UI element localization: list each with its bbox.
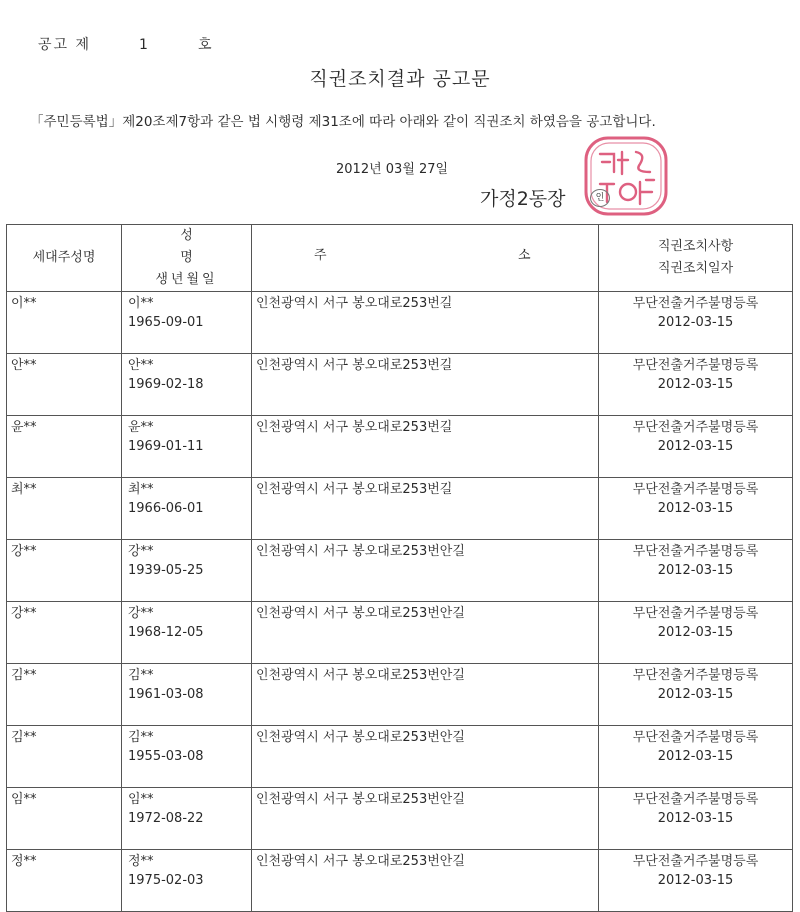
action-text: 무단전출거주불명등록 (632, 668, 759, 683)
person-birth: 1975-02-03 (128, 873, 204, 888)
cell-action (599, 850, 793, 912)
header-household-head: 세대주성명 (7, 225, 122, 292)
action-date: 2012-03-15 (657, 501, 734, 516)
cell-address (252, 292, 599, 354)
action-date: 2012-03-15 (657, 811, 734, 826)
person-name: 최** (128, 482, 154, 497)
header-name-birth (122, 225, 252, 292)
cell-name-birth (122, 292, 252, 354)
header-action-item: 직권조치사항 (657, 239, 734, 254)
table-row (7, 664, 793, 726)
household-head-name: 임** (11, 792, 37, 807)
header-birth: 생년월일 (155, 272, 218, 287)
person-birth: 1972-08-22 (128, 811, 204, 826)
person-birth: 1966-06-01 (128, 501, 204, 516)
cell-action (599, 726, 793, 788)
cell-name-birth (122, 664, 252, 726)
cell-household-head (7, 850, 122, 912)
cell-name-birth (122, 478, 252, 540)
action-date: 2012-03-15 (657, 563, 734, 578)
action-text: 무단전출거주불명등록 (632, 854, 759, 869)
person-birth: 1961-03-08 (128, 687, 204, 702)
action-date: 2012-03-15 (657, 439, 734, 454)
address-text: 인천광역시 서구 봉오대로253번길 (256, 482, 453, 497)
person-birth: 1939-05-25 (128, 563, 204, 578)
person-birth: 1969-01-11 (128, 439, 204, 454)
action-date: 2012-03-15 (657, 873, 734, 888)
household-head-name: 강** (11, 544, 37, 559)
action-text: 무단전출거주불명등록 (632, 792, 759, 807)
action-text: 무단전출거주불명등록 (632, 606, 759, 621)
header-action-date: 직권조치일자 (657, 261, 734, 276)
cell-address (252, 540, 599, 602)
cell-address (252, 664, 599, 726)
table-row (7, 602, 793, 664)
action-date: 2012-03-15 (657, 625, 734, 640)
notice-table (6, 224, 793, 912)
cell-name-birth (122, 540, 252, 602)
cell-household-head (7, 416, 122, 478)
cell-action (599, 478, 793, 540)
action-date: 2012-03-15 (657, 315, 734, 330)
table-row (7, 416, 793, 478)
action-text: 무단전출거주불명등록 (632, 482, 759, 497)
table-row (7, 726, 793, 788)
cell-address (252, 602, 599, 664)
address-text: 인천광역시 서구 봉오대로253번안길 (256, 544, 465, 559)
cell-address (252, 478, 599, 540)
cell-name-birth (122, 850, 252, 912)
person-name: 김** (128, 668, 154, 683)
cell-address (252, 416, 599, 478)
person-birth: 1965-09-01 (128, 315, 204, 330)
action-text: 무단전출거주불명등록 (632, 544, 759, 559)
person-name: 안** (128, 358, 154, 373)
cell-household-head (7, 292, 122, 354)
cell-household-head (7, 354, 122, 416)
action-date: 2012-03-15 (657, 377, 734, 392)
household-head-name: 정** (11, 854, 37, 869)
address-text: 인천광역시 서구 봉오대로253번안길 (256, 730, 465, 745)
cell-action (599, 416, 793, 478)
cell-name-birth (122, 788, 252, 850)
page-title: 직권조치결과 공고문 (309, 68, 491, 90)
notice-number-value: 1 (139, 37, 150, 53)
table-row (7, 788, 793, 850)
household-head-name: 최** (11, 482, 37, 497)
notice-prefix: 공고 제 (38, 37, 92, 53)
cell-household-head (7, 540, 122, 602)
address-text: 인천광역시 서구 봉오대로253번안길 (256, 792, 465, 807)
cell-action (599, 602, 793, 664)
table-header-row (7, 225, 793, 292)
action-text: 무단전출거주불명등록 (632, 358, 759, 373)
seal-mark: 인 (590, 189, 610, 207)
person-birth: 1968-12-05 (128, 625, 204, 640)
address-text: 인천광역시 서구 봉오대로253번안길 (256, 606, 465, 621)
address-text: 인천광역시 서구 봉오대로253번길 (256, 296, 453, 311)
cell-address (252, 354, 599, 416)
person-birth: 1969-02-18 (128, 377, 204, 392)
notice-date: 2012년 03월 27일 (336, 162, 449, 177)
notice-paragraph: 「주민등록법」제20조제7항과 같은 법 시행령 제31조에 따라 아래와 같이 직권조치 하였음을 공고합니다. (30, 114, 656, 130)
official-seal (580, 132, 672, 220)
table-row (7, 478, 793, 540)
action-text: 무단전출거주불명등록 (632, 730, 759, 745)
cell-action (599, 664, 793, 726)
cell-name-birth (122, 354, 252, 416)
address-text: 인천광역시 서구 봉오대로253번안길 (256, 854, 465, 869)
cell-address (252, 726, 599, 788)
household-head-name: 윤** (11, 420, 37, 435)
household-head-name: 강** (11, 606, 37, 621)
address-text: 인천광역시 서구 봉오대로253번길 (256, 358, 453, 373)
table-row (7, 354, 793, 416)
cell-action (599, 540, 793, 602)
address-text: 인천광역시 서구 봉오대로253번길 (256, 420, 453, 435)
person-name: 정** (128, 854, 154, 869)
cell-action (599, 788, 793, 850)
cell-name-birth (122, 602, 252, 664)
action-date: 2012-03-15 (657, 749, 734, 764)
cell-household-head (7, 788, 122, 850)
cell-household-head (7, 602, 122, 664)
action-date: 2012-03-15 (657, 687, 734, 702)
cell-address (252, 788, 599, 850)
person-name: 김** (128, 730, 154, 745)
header-address-2: 소 (518, 248, 531, 263)
table-row (7, 850, 793, 912)
cell-name-birth (122, 416, 252, 478)
household-head-name: 김** (11, 668, 37, 683)
notice-suffix: 호 (197, 37, 214, 53)
address-text: 인천광역시 서구 봉오대로253번안길 (256, 668, 465, 683)
person-name: 강** (128, 544, 154, 559)
header-name: 성 명 (180, 228, 233, 265)
person-name: 강** (128, 606, 154, 621)
cell-name-birth (122, 726, 252, 788)
header-address-1: 주 (314, 248, 327, 263)
cell-household-head (7, 478, 122, 540)
person-name: 이** (128, 296, 154, 311)
cell-action (599, 292, 793, 354)
table-body (7, 292, 793, 912)
signer-title: 가정2동장 (480, 188, 566, 210)
household-head-name: 이** (11, 296, 37, 311)
household-head-name: 김** (11, 730, 37, 745)
cell-household-head (7, 726, 122, 788)
header-action (599, 225, 793, 292)
table-row (7, 292, 793, 354)
household-head-name: 안** (11, 358, 37, 373)
table-row (7, 540, 793, 602)
header-address (252, 225, 599, 292)
cell-household-head (7, 664, 122, 726)
action-text: 무단전출거주불명등록 (632, 420, 759, 435)
cell-address (252, 850, 599, 912)
person-name: 윤** (128, 420, 154, 435)
person-birth: 1955-03-08 (128, 749, 204, 764)
action-text: 무단전출거주불명등록 (632, 296, 759, 311)
notice-number (38, 34, 213, 54)
cell-action (599, 354, 793, 416)
person-name: 임** (128, 792, 154, 807)
